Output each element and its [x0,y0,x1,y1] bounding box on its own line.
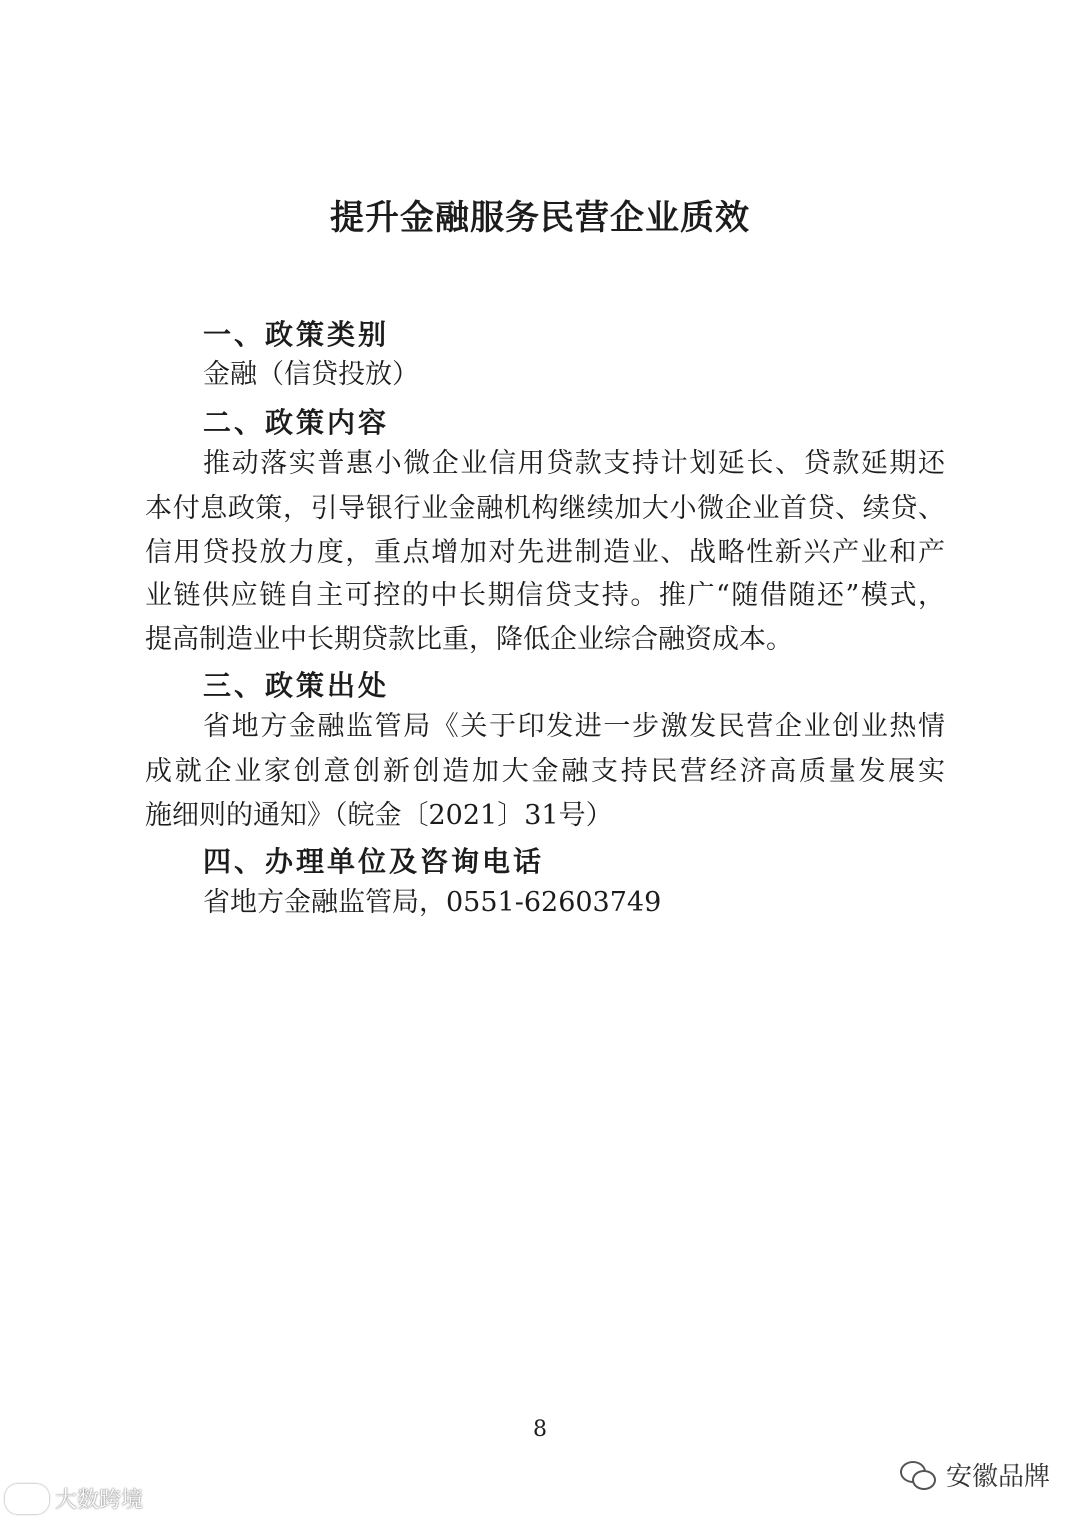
section-heading-policy-content: 二、政策内容 [203,406,390,439]
watermark-logo-icon [5,1484,49,1514]
page-number: 8 [533,1417,547,1442]
policy-source-line: 省地方金融监管局《关于印发进一步激发民营企业创业热情 [203,711,945,742]
policy-content-line: 推动落实普惠小微企业信用贷款支持计划延长、贷款延期还 [203,448,945,479]
section-heading-contact: 四、办理单位及咨询电话 [203,845,545,878]
policy-source-line: 施细则的通知》（皖金〔2021〕31号） [145,800,613,831]
document-title: 提升金融服务民营企业质效 [330,198,750,238]
policy-content-line: 本付息政策，引导银行业金融机构继续加大小微企业首贷、续贷、 [145,493,945,524]
watermark-left-text: 大数跨境 [55,1488,144,1513]
policy-content-line: 信用贷投放力度，重点增加对先进制造业、战略性新兴产业和产 [145,537,945,568]
section-heading-policy-category: 一、政策类别 [203,318,390,351]
policy-category-text: 金融（信贷投放） [203,359,419,390]
policy-source-line: 成就企业家创意创新创造加大金融支持民营经济高质量发展实 [145,756,945,787]
policy-content-line: 提高制造业中长期贷款比重，降低企业综合融资成本。 [145,624,793,655]
policy-content-line: 业链供应链自主可控的中长期信贷支持。推广“随借随还”模式， [145,580,945,611]
wechat-icon [900,1461,936,1489]
watermark-left [5,1483,143,1514]
watermark-right-text: 安徽品牌 [945,1462,1050,1492]
watermark-right [900,1456,1050,1493]
section-heading-policy-source: 三、政策出处 [203,669,390,702]
contact-info-text: 省地方金融监管局，0551-62603749 [203,887,662,918]
